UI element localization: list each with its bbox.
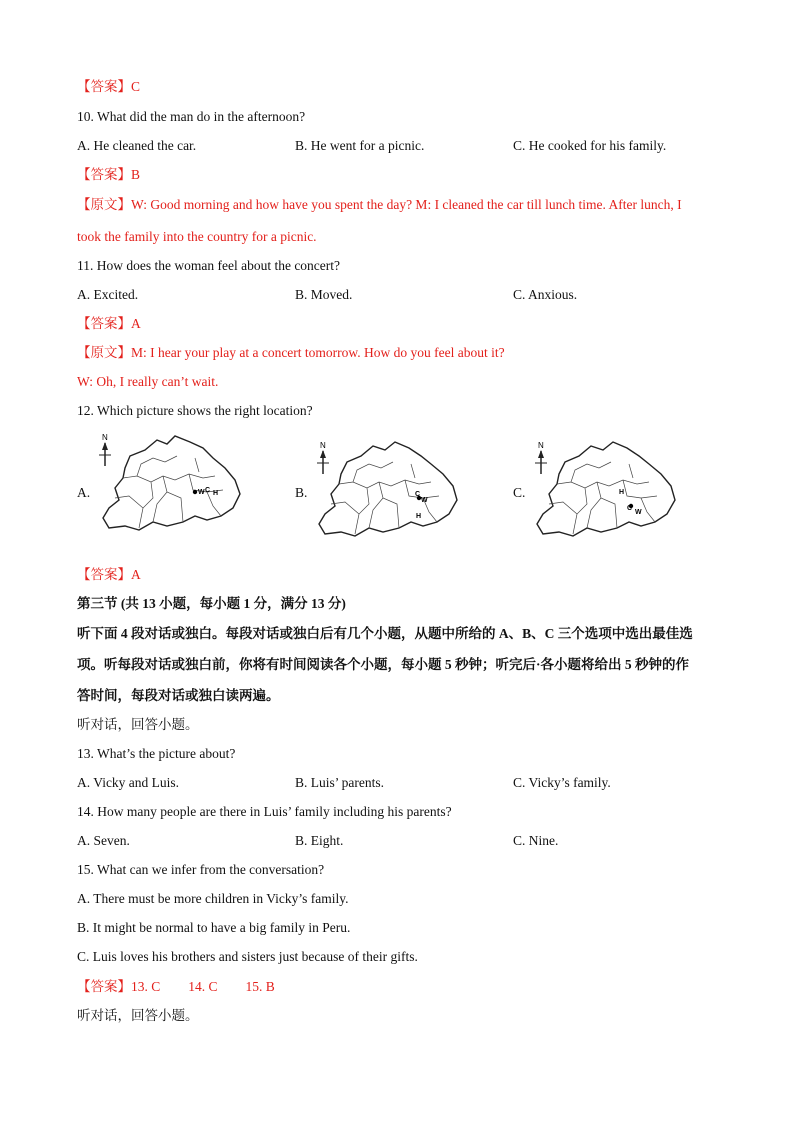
answer-tag: 【答案】 (77, 567, 131, 582)
question-10-answer (77, 166, 140, 184)
answer-text: C (131, 79, 141, 94)
section-3-instructions-line2: 项。听每段对话或独白前，你将有时间阅读各个小题，每小题 5 秒钟；听完后·各小题将给出 5 秒钟的作 (77, 657, 690, 672)
question-13-stem: 13. What’s the picture about? (77, 746, 236, 761)
answer-14: 14. C (188, 979, 218, 994)
question-11-answer (77, 315, 141, 333)
question-15-option-c: C. Luis loves his brothers and sisters just because of their gifts. (77, 949, 418, 964)
answer-tag: 【答案】 (77, 167, 131, 182)
question-11-transcript-line2: W: Oh, I really can’t wait. (77, 374, 219, 389)
question-11-stem: 11. How does the woman feel about the concert? (77, 258, 341, 273)
question-13-option-c: C. Vicky’s family. (513, 775, 611, 790)
answer-prev (77, 78, 140, 96)
question-12-option-c-label: C. (513, 485, 526, 500)
question-15-option-a: A. There must be more children in Vicky’s family. (77, 891, 349, 906)
svg-text:C: C (415, 491, 421, 498)
svg-text:H: H (619, 489, 625, 496)
question-10-transcript-line1 (77, 196, 682, 214)
svg-text:H: H (213, 490, 219, 497)
answer-tag: 【答案】 (77, 979, 131, 994)
transcript-tag: 【原文】 (77, 197, 131, 212)
answer-text: A (131, 567, 141, 582)
section-3-instructions-line3: 答时间，每段对话或独白读两遍。 (77, 688, 280, 703)
transcript-text: W: Good morning and how have you spent the day? M: I cleaned the car till lunch time. After lunch, I (131, 197, 682, 212)
question-13-option-b: B. Luis’ parents. (295, 775, 384, 790)
answer-13: 13. C (131, 979, 161, 994)
question-12-answer (77, 566, 141, 584)
question-11-option-a: A. Excited. (77, 287, 139, 302)
map-option-b (313, 436, 463, 546)
question-15-option-b: B. It might be normal to have a big family in Peru. (77, 920, 351, 935)
question-10-option-b: B. He went for a picnic. (295, 138, 425, 153)
svg-text:N: N (102, 433, 108, 442)
transcript-tag: 【原文】 (77, 345, 131, 360)
question-12-stem: 12. Which picture shows the right location? (77, 403, 313, 418)
question-11-option-c: C. Anxious. (513, 287, 578, 302)
svg-text:H: H (416, 513, 422, 520)
north-arrow-icon (535, 441, 547, 474)
svg-text:N: N (538, 441, 544, 450)
question-10-option-c: C. He cooked for his family. (513, 138, 667, 153)
questions-13-15-answers (77, 978, 275, 996)
transcript-text: M: I hear your play at a concert tomorrow. How do you feel about it? (131, 345, 505, 360)
section-3-heading: 第三节 (共 13 小题，每小题 1 分，满分 13 分) (77, 596, 346, 611)
question-14-option-c: C. Nine. (513, 833, 559, 848)
svg-text:C: C (627, 505, 633, 512)
answer-tag: 【答案】 (77, 79, 131, 94)
svg-text:W: W (421, 497, 428, 504)
question-14-stem: 14. How many people are there in Luis’ family including his parents? (77, 804, 452, 819)
question-12-option-a-label: A. (77, 485, 91, 500)
svg-text:W: W (198, 489, 205, 496)
question-10-stem: 10. What did the man do in the afternoon? (77, 109, 306, 124)
question-11-transcript-line1 (77, 344, 505, 362)
question-13-option-a: A. Vicky and Luis. (77, 775, 180, 790)
listen-instruction-1: 听对话，回答小题。 (77, 717, 199, 732)
answer-text: B (131, 167, 141, 182)
svg-text:W: W (635, 509, 642, 516)
answer-15: 15. B (245, 979, 275, 994)
answer-tag: 【答案】 (77, 316, 131, 331)
question-11-option-b: B. Moved. (295, 287, 353, 302)
north-arrow-icon (317, 441, 329, 474)
question-15-stem: 15. What can we infer from the conversation? (77, 862, 325, 877)
question-10-transcript-line2: took the family into the country for a picnic. (77, 229, 317, 244)
svg-text:C: C (205, 487, 211, 494)
listen-instruction-2: 听对话，回答小题。 (77, 1008, 199, 1023)
question-14-option-a: A. Seven. (77, 833, 130, 848)
svg-text:N: N (320, 441, 326, 450)
question-12-option-b-label: B. (295, 485, 308, 500)
map-option-c (531, 436, 681, 546)
answer-text: A (131, 316, 141, 331)
north-arrow-icon (99, 433, 111, 466)
question-10-option-a: A. He cleaned the car. (77, 138, 197, 153)
map-option-a (95, 428, 245, 540)
question-14-option-b: B. Eight. (295, 833, 344, 848)
section-3-instructions-line1: 听下面 4 段对话或独白。每段对话或独白后有几个小题，从题中所给的 A、B、C 三个选项中选出最佳选 (77, 626, 693, 641)
